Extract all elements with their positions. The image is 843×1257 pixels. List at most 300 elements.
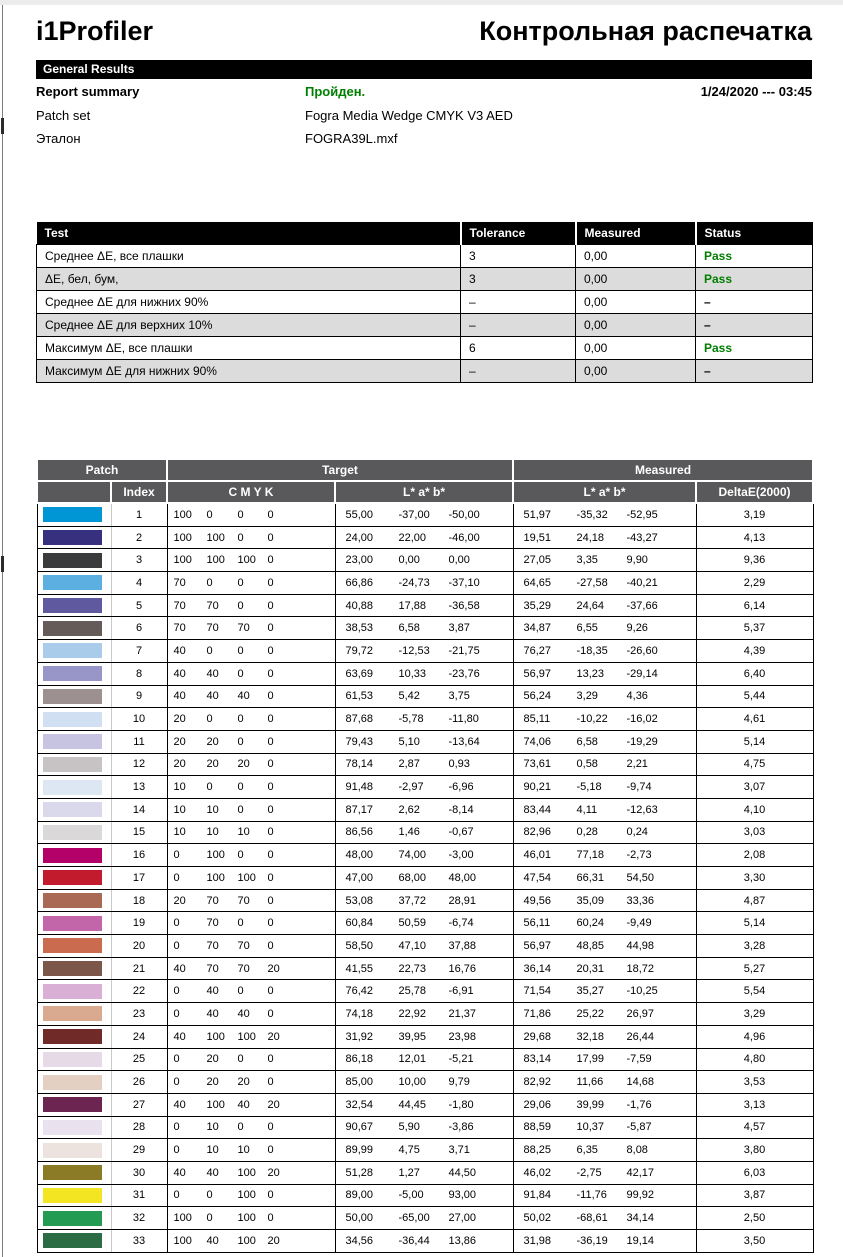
target-lab-cell: 55,00 -37,00 -50,00 [335,503,513,526]
swatch-cell [37,1230,111,1253]
status-cell: Pass [696,337,813,360]
index-cell: 7 [111,640,167,663]
index-cell: 3 [111,549,167,572]
target-lab-cell: 87,17 2,62 -8,14 [335,798,513,821]
patch-table-row [37,549,813,572]
report-summary-row [36,84,812,100]
delta-e-cell: 3,87 [696,1184,813,1207]
target-lab-cell: 38,53 6,58 3,87 [335,617,513,640]
measured-lab-cell: 31,98 -36,19 19,14 [513,1230,696,1253]
cmyk-cell: 0 10 10 0 [167,1139,335,1162]
patch-table-row [37,1207,813,1230]
patch-table-row [37,1003,813,1026]
report-summary-status: Пройден. [305,84,366,99]
test-table-row [37,314,813,337]
delta-e-cell: 4,39 [696,640,813,663]
target-lab-cell: 90,67 5,90 -3,86 [335,1116,513,1139]
patch-table-row [37,1139,813,1162]
swatch-cell [37,1161,111,1184]
color-swatch [43,1211,102,1226]
cmyk-cell: 20 20 0 0 [167,730,335,753]
patch-table-row [37,685,813,708]
tolerance-cell: 6 [461,337,576,360]
color-swatch [43,530,102,545]
color-swatch [43,507,102,522]
patch-table-row [37,1025,813,1048]
cmyk-cell: 40 0 0 0 [167,640,335,663]
index-cell: 11 [111,730,167,753]
tolerance-cell: 3 [461,245,576,268]
swatch-cell [37,912,111,935]
color-swatch [43,1188,102,1203]
index-cell: 6 [111,617,167,640]
swatch-cell [37,798,111,821]
patch-table-row [37,776,813,799]
left-edge-tick [1,118,4,134]
cmyk-cell: 10 0 0 0 [167,776,335,799]
patch-table-row [37,594,813,617]
cmyk-cell: 40 70 70 20 [167,957,335,980]
test-name-cell: Максимум ΔE, все плашки [37,337,461,360]
tolerance-cell: – [461,360,576,383]
patch-table-row [37,1184,813,1207]
delta-e-cell: 3,29 [696,1003,813,1026]
index-cell: 10 [111,708,167,731]
cmyk-cell: 100 0 0 0 [167,503,335,526]
swatch-cell [37,867,111,890]
measured-lab-cell: 36,14 20,31 18,72 [513,957,696,980]
status-cell: Pass [696,268,813,291]
measured-lab-cell: 90,21 -5,18 -9,74 [513,776,696,799]
delta-e-cell: 6,14 [696,594,813,617]
index-cell: 8 [111,662,167,685]
patch-table-row [37,798,813,821]
measured-lab-cell: 83,14 17,99 -7,59 [513,1048,696,1071]
title-row [36,14,812,48]
cmyk-cell: 10 10 0 0 [167,798,335,821]
color-swatch [43,825,102,840]
swatch-cell [37,753,111,776]
patch-table-row [37,1161,813,1184]
color-swatch [43,848,102,863]
window-left-edge [2,5,3,1257]
target-group-header: Target [167,459,513,481]
cmyk-cell: 0 70 70 0 [167,935,335,958]
swatch-cell [37,1003,111,1026]
patch-table-row [37,821,813,844]
patch-table-row [37,572,813,595]
test-name-cell: Максимум ΔE для нижних 90% [37,360,461,383]
index-cell: 24 [111,1025,167,1048]
patch-set-row [36,108,812,124]
target-lab-cell: 31,92 39,95 23,98 [335,1025,513,1048]
index-cell: 26 [111,1071,167,1094]
delta-e-cell: 3,07 [696,776,813,799]
delta-e-cell: 9,36 [696,549,813,572]
cmyk-cell: 0 0 100 0 [167,1184,335,1207]
target-lab-cell: 85,00 10,00 9,79 [335,1071,513,1094]
color-swatch [43,757,102,772]
cmyk-cell: 70 0 0 0 [167,572,335,595]
color-swatch [43,1120,102,1135]
target-lab-cell: 89,00 -5,00 93,00 [335,1184,513,1207]
delta-e-cell: 5,14 [696,730,813,753]
index-cell: 16 [111,844,167,867]
measured-lab-cell: 47,54 66,31 54,50 [513,867,696,890]
patch-table-row [37,1048,813,1071]
delta-e-cell: 3,28 [696,935,813,958]
measured-lab-cell: 73,61 0,58 2,21 [513,753,696,776]
measured-lab-cell: 56,97 48,85 44,98 [513,935,696,958]
target-lab-cell: 34,56 -36,44 13,86 [335,1230,513,1253]
measured-lab-cell: 82,92 11,66 14,68 [513,1071,696,1094]
color-swatch [43,961,102,976]
left-edge-tick [1,556,4,572]
patch-table-row [37,1093,813,1116]
index-cell: 27 [111,1093,167,1116]
cmyk-cell: 40 100 100 20 [167,1025,335,1048]
swatch-cell [37,1071,111,1094]
target-lab-cell: 53,08 37,72 28,91 [335,889,513,912]
cmyk-cell: 100 40 100 20 [167,1230,335,1253]
reference-label: Эталон [36,131,81,146]
delta-e-cell: 3,80 [696,1139,813,1162]
index-cell: 25 [111,1048,167,1071]
index-cell: 12 [111,753,167,776]
delta-e-cell: 4,61 [696,708,813,731]
report-summary-label: Report summary [36,84,140,99]
color-swatch [43,984,102,999]
patch-table-row [37,957,813,980]
index-cell: 30 [111,1161,167,1184]
measured-lab-cell: 35,29 24,64 -37,66 [513,594,696,617]
patch-table-row [37,753,813,776]
target-lab-cell: 40,88 17,88 -36,58 [335,594,513,617]
patch-table-row [37,867,813,890]
patch-table-row [37,662,813,685]
delta-e-cell: 4,80 [696,1048,813,1071]
index-cell: 14 [111,798,167,821]
color-swatch [43,870,102,885]
reference-value: FOGRA39L.mxf [305,131,398,146]
index-cell: 2 [111,526,167,549]
index-cell: 17 [111,867,167,890]
target-lab-cell: 47,00 68,00 48,00 [335,867,513,890]
swatch-cell [37,889,111,912]
swatch-cell [37,821,111,844]
delta-e-cell: 3,50 [696,1230,813,1253]
target-lab-cell: 48,00 74,00 -3,00 [335,844,513,867]
delta-e-cell: 4,10 [696,798,813,821]
index-cell: 9 [111,685,167,708]
measured-lab-cell: 49,56 35,09 33,36 [513,889,696,912]
index-cell: 18 [111,889,167,912]
color-swatch [43,1075,102,1090]
swatch-cell [37,708,111,731]
cmyk-cell: 100 100 0 0 [167,526,335,549]
patch-set-label: Patch set [36,108,91,123]
patch-table-row [37,912,813,935]
target-lab-cell: 86,56 1,46 -0,67 [335,821,513,844]
patch-table-column-header-row [37,481,813,503]
measured-lab-cell: 46,02 -2,75 42,17 [513,1161,696,1184]
color-swatch [43,938,102,953]
measured-lab-column-header: L* a* b* [513,481,696,503]
swatch-cell [37,1207,111,1230]
cmyk-cell: 0 100 0 0 [167,844,335,867]
target-lab-cell: 24,00 22,00 -46,00 [335,526,513,549]
test-name-cell: ΔE, бел, бум, [37,268,461,291]
delta-e-cell: 5,44 [696,685,813,708]
delta-e-cell: 4,13 [696,526,813,549]
patch-table-row [37,889,813,912]
measured-cell: 0,00 [576,314,696,337]
color-swatch [43,1006,102,1021]
swatch-cell [37,1093,111,1116]
target-lab-column-header: L* a* b* [335,481,513,503]
delta-e-cell: 4,96 [696,1025,813,1048]
target-lab-cell: 91,48 -2,97 -6,96 [335,776,513,799]
patch-table-row [37,1116,813,1139]
color-swatch [43,1165,102,1180]
test-column-header: Test [37,222,461,245]
measured-lab-cell: 88,25 6,35 8,08 [513,1139,696,1162]
measured-lab-cell: 34,87 6,55 9,26 [513,617,696,640]
test-table-row [37,337,813,360]
swatch-cell [37,730,111,753]
test-name-cell: Среднее ΔE, все плашки [37,245,461,268]
target-lab-cell: 51,28 1,27 44,50 [335,1161,513,1184]
status-cell: Pass [696,245,813,268]
swatch-cell [37,1139,111,1162]
swatch-cell [37,549,111,572]
tolerance-column-header: Tolerance [461,222,576,245]
measured-lab-cell: 71,54 35,27 -10,25 [513,980,696,1003]
cmyk-cell: 100 100 100 0 [167,549,335,572]
target-lab-cell: 61,53 5,42 3,75 [335,685,513,708]
target-lab-cell: 76,42 25,78 -6,91 [335,980,513,1003]
color-swatch [43,621,102,636]
measured-lab-cell: 56,11 60,24 -9,49 [513,912,696,935]
cmyk-cell: 70 70 0 0 [167,594,335,617]
delta-e-cell: 6,03 [696,1161,813,1184]
delta-e-cell: 4,87 [696,889,813,912]
status-cell: – [696,360,813,383]
cmyk-cell: 20 20 20 0 [167,753,335,776]
cmyk-cell: 40 40 100 20 [167,1161,335,1184]
index-cell: 19 [111,912,167,935]
color-swatch [43,1052,102,1067]
target-lab-cell: 66,86 -24,73 -37,10 [335,572,513,595]
index-cell: 22 [111,980,167,1003]
swatch-cell [37,526,111,549]
color-swatch [43,1097,102,1112]
cmyk-cell: 0 40 0 0 [167,980,335,1003]
measured-lab-cell: 91,84 -11,76 99,92 [513,1184,696,1207]
measured-cell: 0,00 [576,245,696,268]
color-swatch [43,666,102,681]
test-name-cell: Среднее ΔE для нижних 90% [37,291,461,314]
patch-table-group-header-row [37,459,813,481]
index-cell: 20 [111,935,167,958]
cmyk-cell: 40 100 40 20 [167,1093,335,1116]
color-swatch [43,893,102,908]
index-cell: 13 [111,776,167,799]
measured-cell: 0,00 [576,268,696,291]
test-name-cell: Среднее ΔE для верхних 10% [37,314,461,337]
measured-lab-cell: 29,68 32,18 26,44 [513,1025,696,1048]
swatch-cell [37,503,111,526]
index-cell: 31 [111,1184,167,1207]
swatch-cell [37,980,111,1003]
cmyk-cell: 0 20 20 0 [167,1071,335,1094]
measured-column-header: Measured [576,222,696,245]
target-lab-cell: 58,50 47,10 37,88 [335,935,513,958]
measured-lab-cell: 88,59 10,37 -5,87 [513,1116,696,1139]
delta-e-cell: 5,54 [696,980,813,1003]
patch-table-row [37,730,813,753]
patch-table-row [37,1071,813,1094]
delta-e-cell: 6,40 [696,662,813,685]
index-cell: 32 [111,1207,167,1230]
swatch-cell [37,935,111,958]
color-swatch [43,1143,102,1158]
measured-lab-cell: 27,05 3,35 9,90 [513,549,696,572]
page-title: Контрольная распечатка [479,16,812,46]
swatch-cell [37,1048,111,1071]
cmyk-cell: 0 100 100 0 [167,867,335,890]
measured-lab-cell: 19,51 24,18 -43,27 [513,526,696,549]
target-lab-cell: 32,54 44,45 -1,80 [335,1093,513,1116]
patch-table-row [37,503,813,526]
delta-e-column-header: DeltaE(2000) [696,481,813,503]
swatch-cell [37,572,111,595]
delta-e-cell: 3,53 [696,1071,813,1094]
target-lab-cell: 50,00 -65,00 27,00 [335,1207,513,1230]
index-cell: 28 [111,1116,167,1139]
target-lab-cell: 74,18 22,92 21,37 [335,1003,513,1026]
measured-lab-cell: 50,02 -68,61 34,14 [513,1207,696,1230]
cmyk-column-header: C M Y K [167,481,335,503]
index-cell: 29 [111,1139,167,1162]
measured-cell: 0,00 [576,360,696,383]
swatch-cell [37,844,111,867]
swatch-cell [37,662,111,685]
status-cell: – [696,291,813,314]
measured-lab-cell: 29,06 39,99 -1,76 [513,1093,696,1116]
cmyk-cell: 20 70 70 0 [167,889,335,912]
measured-cell: 0,00 [576,337,696,360]
cmyk-cell: 10 10 10 0 [167,821,335,844]
swatch-cell [37,594,111,617]
cmyk-cell: 100 0 100 0 [167,1207,335,1230]
color-swatch [43,802,102,817]
reference-row [36,131,812,147]
tolerance-cell: – [461,291,576,314]
cmyk-cell: 40 40 40 0 [167,685,335,708]
target-lab-cell: 79,72 -12,53 -21,75 [335,640,513,663]
color-swatch [43,1029,102,1044]
cmyk-cell: 20 0 0 0 [167,708,335,731]
window-top-edge [0,0,843,5]
status-column-header: Status [696,222,813,245]
measured-lab-cell: 85,11 -10,22 -16,02 [513,708,696,731]
target-lab-cell: 41,55 22,73 16,76 [335,957,513,980]
measured-lab-cell: 46,01 77,18 -2,73 [513,844,696,867]
cmyk-cell: 0 10 0 0 [167,1116,335,1139]
target-lab-cell: 79,43 5,10 -13,64 [335,730,513,753]
patch-table-row [37,935,813,958]
measured-lab-cell: 82,96 0,28 0,24 [513,821,696,844]
delta-e-cell: 3,03 [696,821,813,844]
color-swatch [43,643,102,658]
color-swatch [43,1233,102,1248]
color-swatch [43,553,102,568]
color-swatch [43,734,102,749]
color-swatch [43,575,102,590]
delta-e-cell: 5,27 [696,957,813,980]
cmyk-cell: 0 20 0 0 [167,1048,335,1071]
index-cell: 33 [111,1230,167,1253]
swatch-column-header [37,481,111,503]
cmyk-cell: 70 70 70 0 [167,617,335,640]
delta-e-cell: 2,50 [696,1207,813,1230]
measured-cell: 0,00 [576,291,696,314]
report-timestamp: 1/24/2020 --- 03:45 [700,84,812,99]
patch-set-value: Fogra Media Wedge CMYK V3 AED [305,108,513,123]
swatch-cell [37,1116,111,1139]
delta-e-cell: 5,37 [696,617,813,640]
cmyk-cell: 0 70 0 0 [167,912,335,935]
index-cell: 4 [111,572,167,595]
index-column-header: Index [111,481,167,503]
patch-table-row [37,708,813,731]
general-results-bar: General Results [36,60,812,79]
delta-e-cell: 3,13 [696,1093,813,1116]
swatch-cell [37,640,111,663]
target-lab-cell: 78,14 2,87 0,93 [335,753,513,776]
measured-lab-cell: 51,97 -35,32 -52,95 [513,503,696,526]
color-swatch [43,598,102,613]
measured-lab-cell: 74,06 6,58 -19,29 [513,730,696,753]
target-lab-cell: 60,84 50,59 -6,74 [335,912,513,935]
cmyk-cell: 0 40 40 0 [167,1003,335,1026]
target-lab-cell: 86,18 12,01 -5,21 [335,1048,513,1071]
delta-e-cell: 2,29 [696,572,813,595]
measured-lab-cell: 71,86 25,22 26,97 [513,1003,696,1026]
measured-lab-cell: 64,65 -27,58 -40,21 [513,572,696,595]
target-lab-cell: 23,00 0,00 0,00 [335,549,513,572]
test-table-row [37,291,813,314]
swatch-cell [37,957,111,980]
color-swatch [43,916,102,931]
index-cell: 5 [111,594,167,617]
measured-group-header: Measured [513,459,813,481]
patch-table-row [37,617,813,640]
delta-e-cell: 2,08 [696,844,813,867]
swatch-cell [37,617,111,640]
color-swatch [43,689,102,704]
swatch-cell [37,1184,111,1207]
delta-e-cell: 4,75 [696,753,813,776]
patch-table-row [37,844,813,867]
target-lab-cell: 89,99 4,75 3,71 [335,1139,513,1162]
color-swatch [43,780,102,795]
tolerance-cell: 3 [461,268,576,291]
swatch-cell [37,685,111,708]
index-cell: 21 [111,957,167,980]
swatch-cell [37,776,111,799]
